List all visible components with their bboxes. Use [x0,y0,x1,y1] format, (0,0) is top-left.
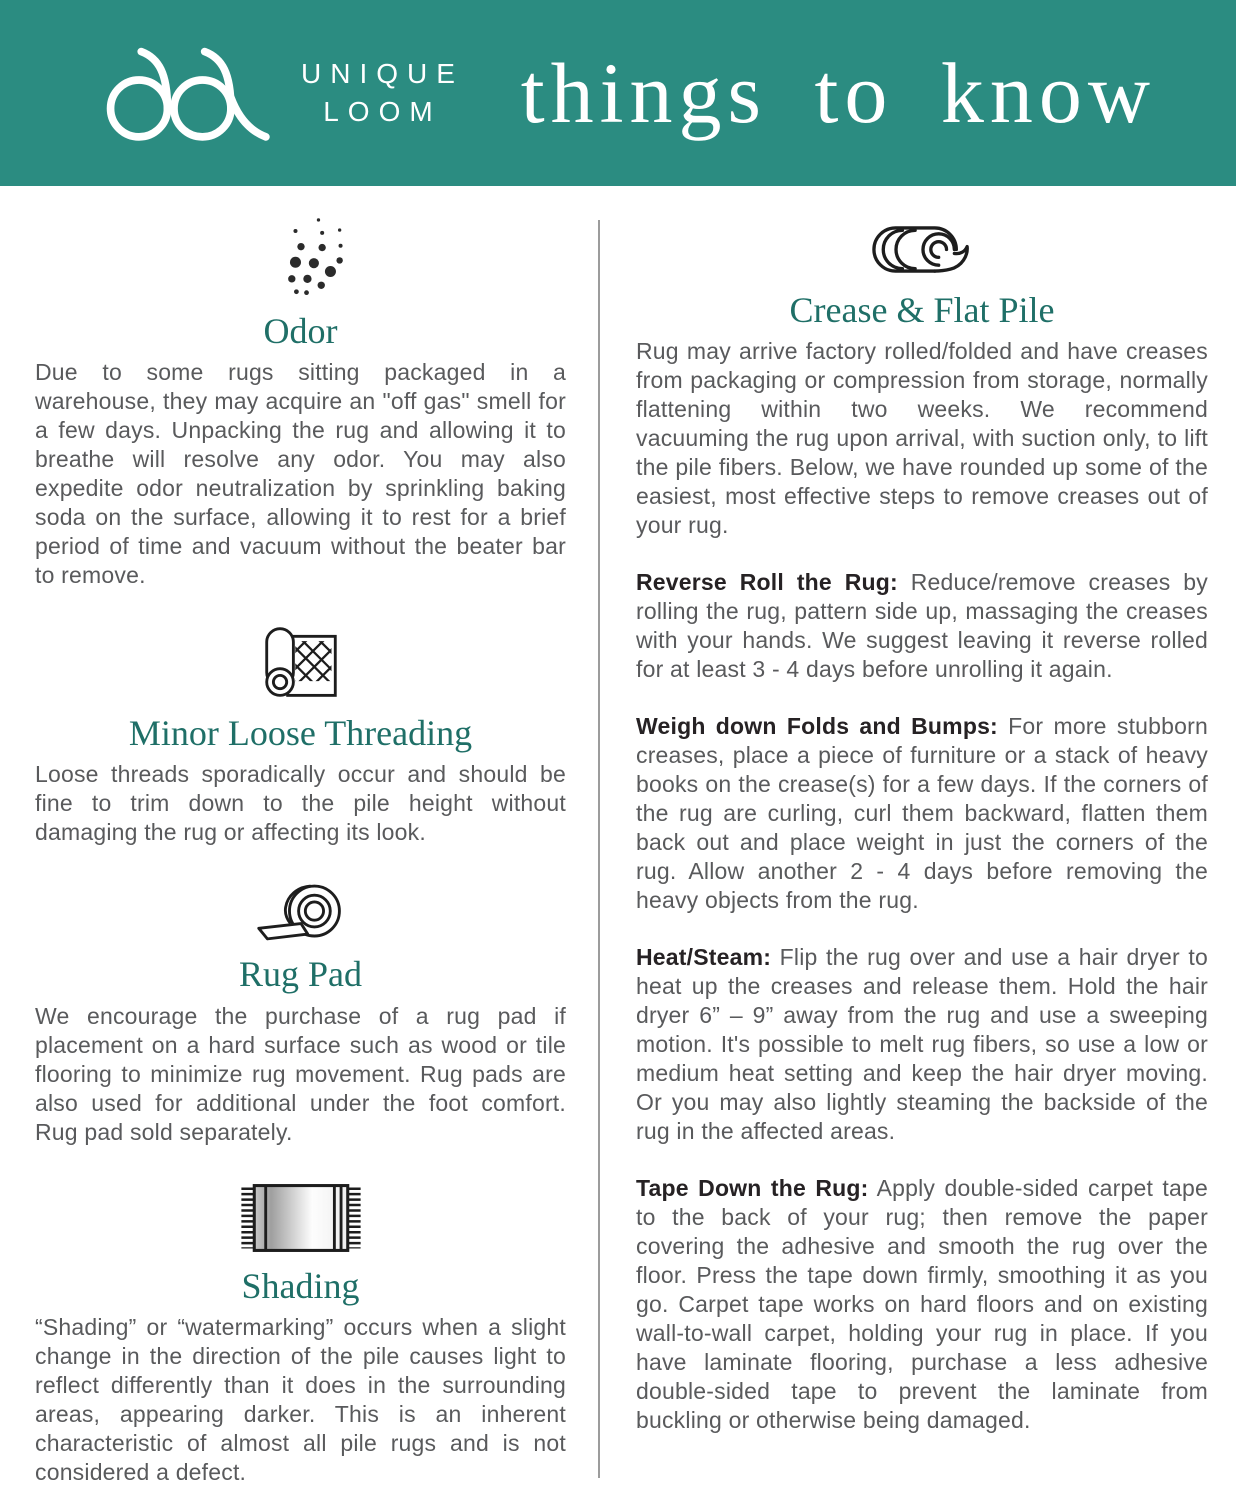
brand [104,45,464,141]
section-body: Due to some rugs sitting packaged in a warehouse, they may acquire an "off gas" smell for a few days. Unpacking the rug and allowing it to breathe will resolve any odor. You may also expedite odor neutralization by sprinkling baking soda on the surface, allowing it to rest for a brief period of time and vacuum without the beater bar to remove. [35,359,566,589]
section-body: Loose threads sporadically occur and should be fine to trim down to the pile height without damaging the rug or affecting its look. [35,761,566,846]
odor-particles-icon [35,208,566,300]
content-area [0,186,1236,1500]
tip-text: Apply double-sided carpet tape to the back of your rug; then remove the paper covering the adhesive and smooth the rug over the floor. Press the tape down firmly, smoothing it as you go. Carpet tape works on hard floors and on existing wall-to-wall carpet, holding your rug in place. If you have laminate flooring, purchase a less adhesive double-sided tape to prevent the laminate from buckling or otherwise being damaged. [636,1175,1208,1434]
tip-text: Flip the rug over and use a hair dryer to heat up the creases and release them. Hold the hair dryer 6” – 9” away from the rug and use a sweeping motion. It's possible to melt rug fibers, so use a low or medium heat setting and keep the hair dryer moving. Or you may also lightly steaming the backside of the rug in the affected areas. [636,944,1208,1145]
header-banner [0,0,1236,186]
unique-loom-logo-icon [104,45,279,141]
section-odor [35,208,566,590]
section-rug-pad [35,881,566,1146]
section-crease-flat-pile [636,224,1208,1435]
right-column [636,208,1208,1500]
tip-heat-steam [636,943,1208,1146]
rug-pad-roll-icon [35,881,566,943]
tip-tape-down [636,1174,1208,1435]
section-heading: Odor [263,311,338,351]
tip-weigh-down [636,712,1208,915]
brand-name [301,55,464,131]
tip-text: For more stubborn creases, place a piece of furniture or a stack of heavy books on the crease(s) for a few days. If the corners of the rug are curling, curl them backward, flatten them back out and place weight in just the corners of the rug. Allow another 2 - 4 days before removing the heavy objects from the rug. [636,713,1208,914]
shaded-rug-icon [35,1181,566,1255]
brand-line-2: LOOM [323,96,442,127]
section-body: We encourage the purchase of a rug pad if placement on a hard surface such as wood or tile flooring to minimize rug movement. Rug pads are also used for additional under the foot comfort. Rug pad sold separately. [35,1002,566,1145]
tip-reverse-roll [636,568,1208,684]
section-loose-threading [35,624,566,847]
tip-label: Reverse Roll the Rug: [636,569,898,596]
section-heading: Rug Pad [238,954,362,995]
crease-intro-paragraph: Rug may arrive factory rolled/folded and have creases from packaging or compression from storage, normally flattening within two weeks. We recommend vacuuming the rug upon arrival, with suction only, to lift the pile fibers. Below, we have rounded up some of the easiest, most effective steps to remove creases out of your rug. [636,338,1208,539]
section-heading: Crease & Flat Pile [789,290,1055,330]
page-title: things to know [520,45,1156,141]
section-body: “Shading” or “watermarking” occurs when a slight change in the direction of the pile causes light to reflect differently than it does in the surrounding areas, appearing darker. This is an inherent characteristic of almost all pile rugs and is not considered a defect. [35,1313,566,1485]
tip-label: Weigh down Folds and Bumps: [636,713,998,740]
section-heading: Minor Loose Threading [128,713,473,754]
tip-label: Tape Down the Rug: [636,1175,869,1202]
rolled-rug-crosshatch-icon [35,624,566,702]
tip-text: Reduce/remove creases by rolling the rug, pattern side up, massaging the creases with your hands. We suggest leaving it reverse rolled for at least 3 - 4 days before unrolling it again. [636,569,1208,683]
column-divider [598,220,600,1478]
brand-line-1: UNIQUE [301,58,464,89]
tip-label: Heat/Steam: [636,944,772,971]
left-column [35,208,566,1500]
section-heading: Shading [241,1265,360,1306]
section-shading [35,1181,566,1487]
rolled-rug-side-icon [636,224,1208,275]
